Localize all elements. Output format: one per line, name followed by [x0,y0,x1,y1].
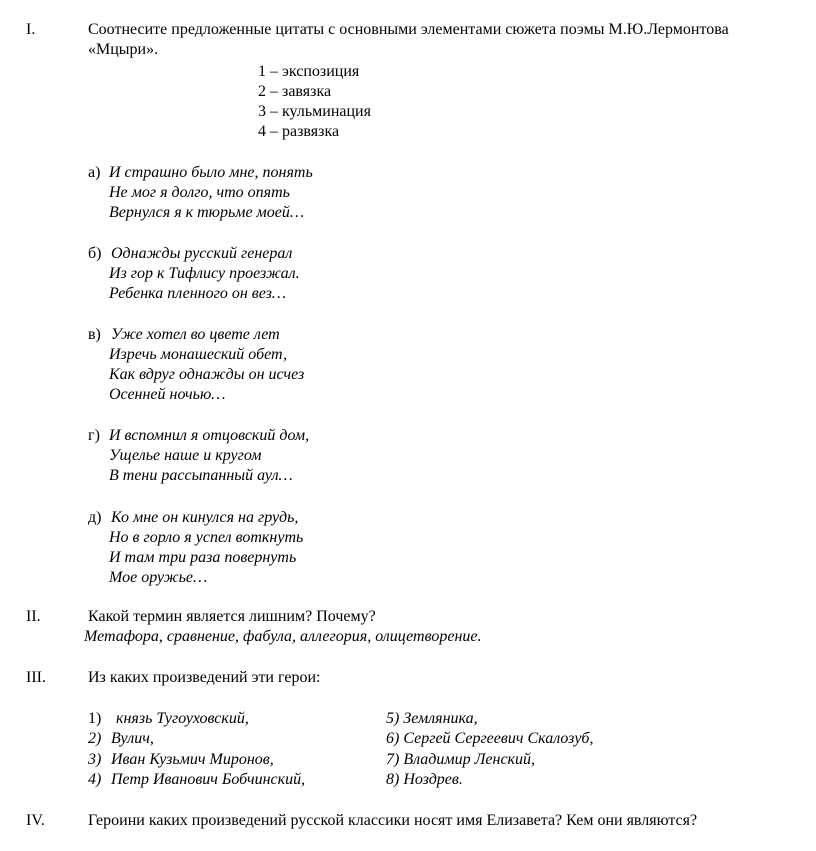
section-1-question: Соотнесите предложенные цитаты с основными элементами сюжета поэмы М.Ю.Лермонтова [88,21,729,38]
section-1-number: I. [26,21,36,38]
hero-entry: 8) Ноздрев. [386,771,463,788]
plot-element: 4 – развязка [258,123,340,140]
section-2-number: II. [26,608,41,625]
quote-line: Как вдруг однажды он исчез [109,366,305,383]
plot-element: 2 – завязка [258,83,332,100]
quote-marker: д) [88,509,102,526]
quote-marker: а) [88,164,101,181]
section-4-number: IV. [26,812,45,829]
hero-number: 2) [88,730,102,747]
quote-line: Уже хотел во цвете лет [111,326,280,343]
hero-number: 4) [88,771,102,788]
quote-line: Но в горло я успел воткнуть [109,529,304,546]
quote-line: В тени рассыпанный аул… [109,467,293,484]
plot-element: 3 – кульминация [258,103,371,120]
hero-entry: 7) Владимир Ленский, [386,751,536,768]
quote-line: Вернулся я к тюрьме моей… [109,204,305,221]
quote-line: И страшно было мне, понять [109,164,313,181]
section-3-question: Из каких произведений эти герои: [88,669,321,686]
hero-name: Вулич, [111,730,154,747]
section-3-number: III. [26,669,46,686]
hero-number: 1) [88,710,102,727]
quote-line: Ребенка пленного он вез… [109,285,287,302]
section-1-question-cont: «Мцыри». [88,41,159,58]
quote-line: Ущелье наше и кругом [109,447,262,464]
hero-entry: 5) Земляника, [386,710,478,727]
hero-name: князь Тугоуховский, [116,710,249,727]
quote-marker: г) [88,427,100,444]
section-2-question: Какой термин является лишним? Почему? [88,608,376,625]
hero-name: Иван Кузьмич Миронов, [111,751,274,768]
quote-marker: б) [88,245,102,262]
quote-line: Из гор к Тифлису проезжал. [109,265,300,282]
quote-line: Осенней ночью… [109,386,226,403]
section-4-question: Героини каких произведений русской классики носят имя Елизавета? Кем они являются? [88,812,698,829]
quote-line: Мое оружье… [109,569,208,586]
quote-line: Однажды русский генерал [111,245,293,262]
section-2-terms: Метафора, сравнение, фабула, аллегория, олицетворение. [84,628,482,645]
quote-line: Изречь монашеский обет, [109,346,287,363]
hero-number: 3) [88,751,102,768]
quote-line: Не мог я долго, что опять [109,184,290,201]
hero-name: Петр Иванович Бобчинский, [111,771,306,788]
quote-line: И вспомнил я отцовский дом, [109,427,310,444]
hero-entry: 6) Сергей Сергеевич Скалозуб, [386,730,594,747]
quote-marker: в) [88,326,101,343]
quote-line: Ко мне он кинулся на грудь, [111,509,299,526]
quote-line: И там три раза повернуть [109,549,297,566]
plot-element: 1 – экспозиция [258,63,360,80]
